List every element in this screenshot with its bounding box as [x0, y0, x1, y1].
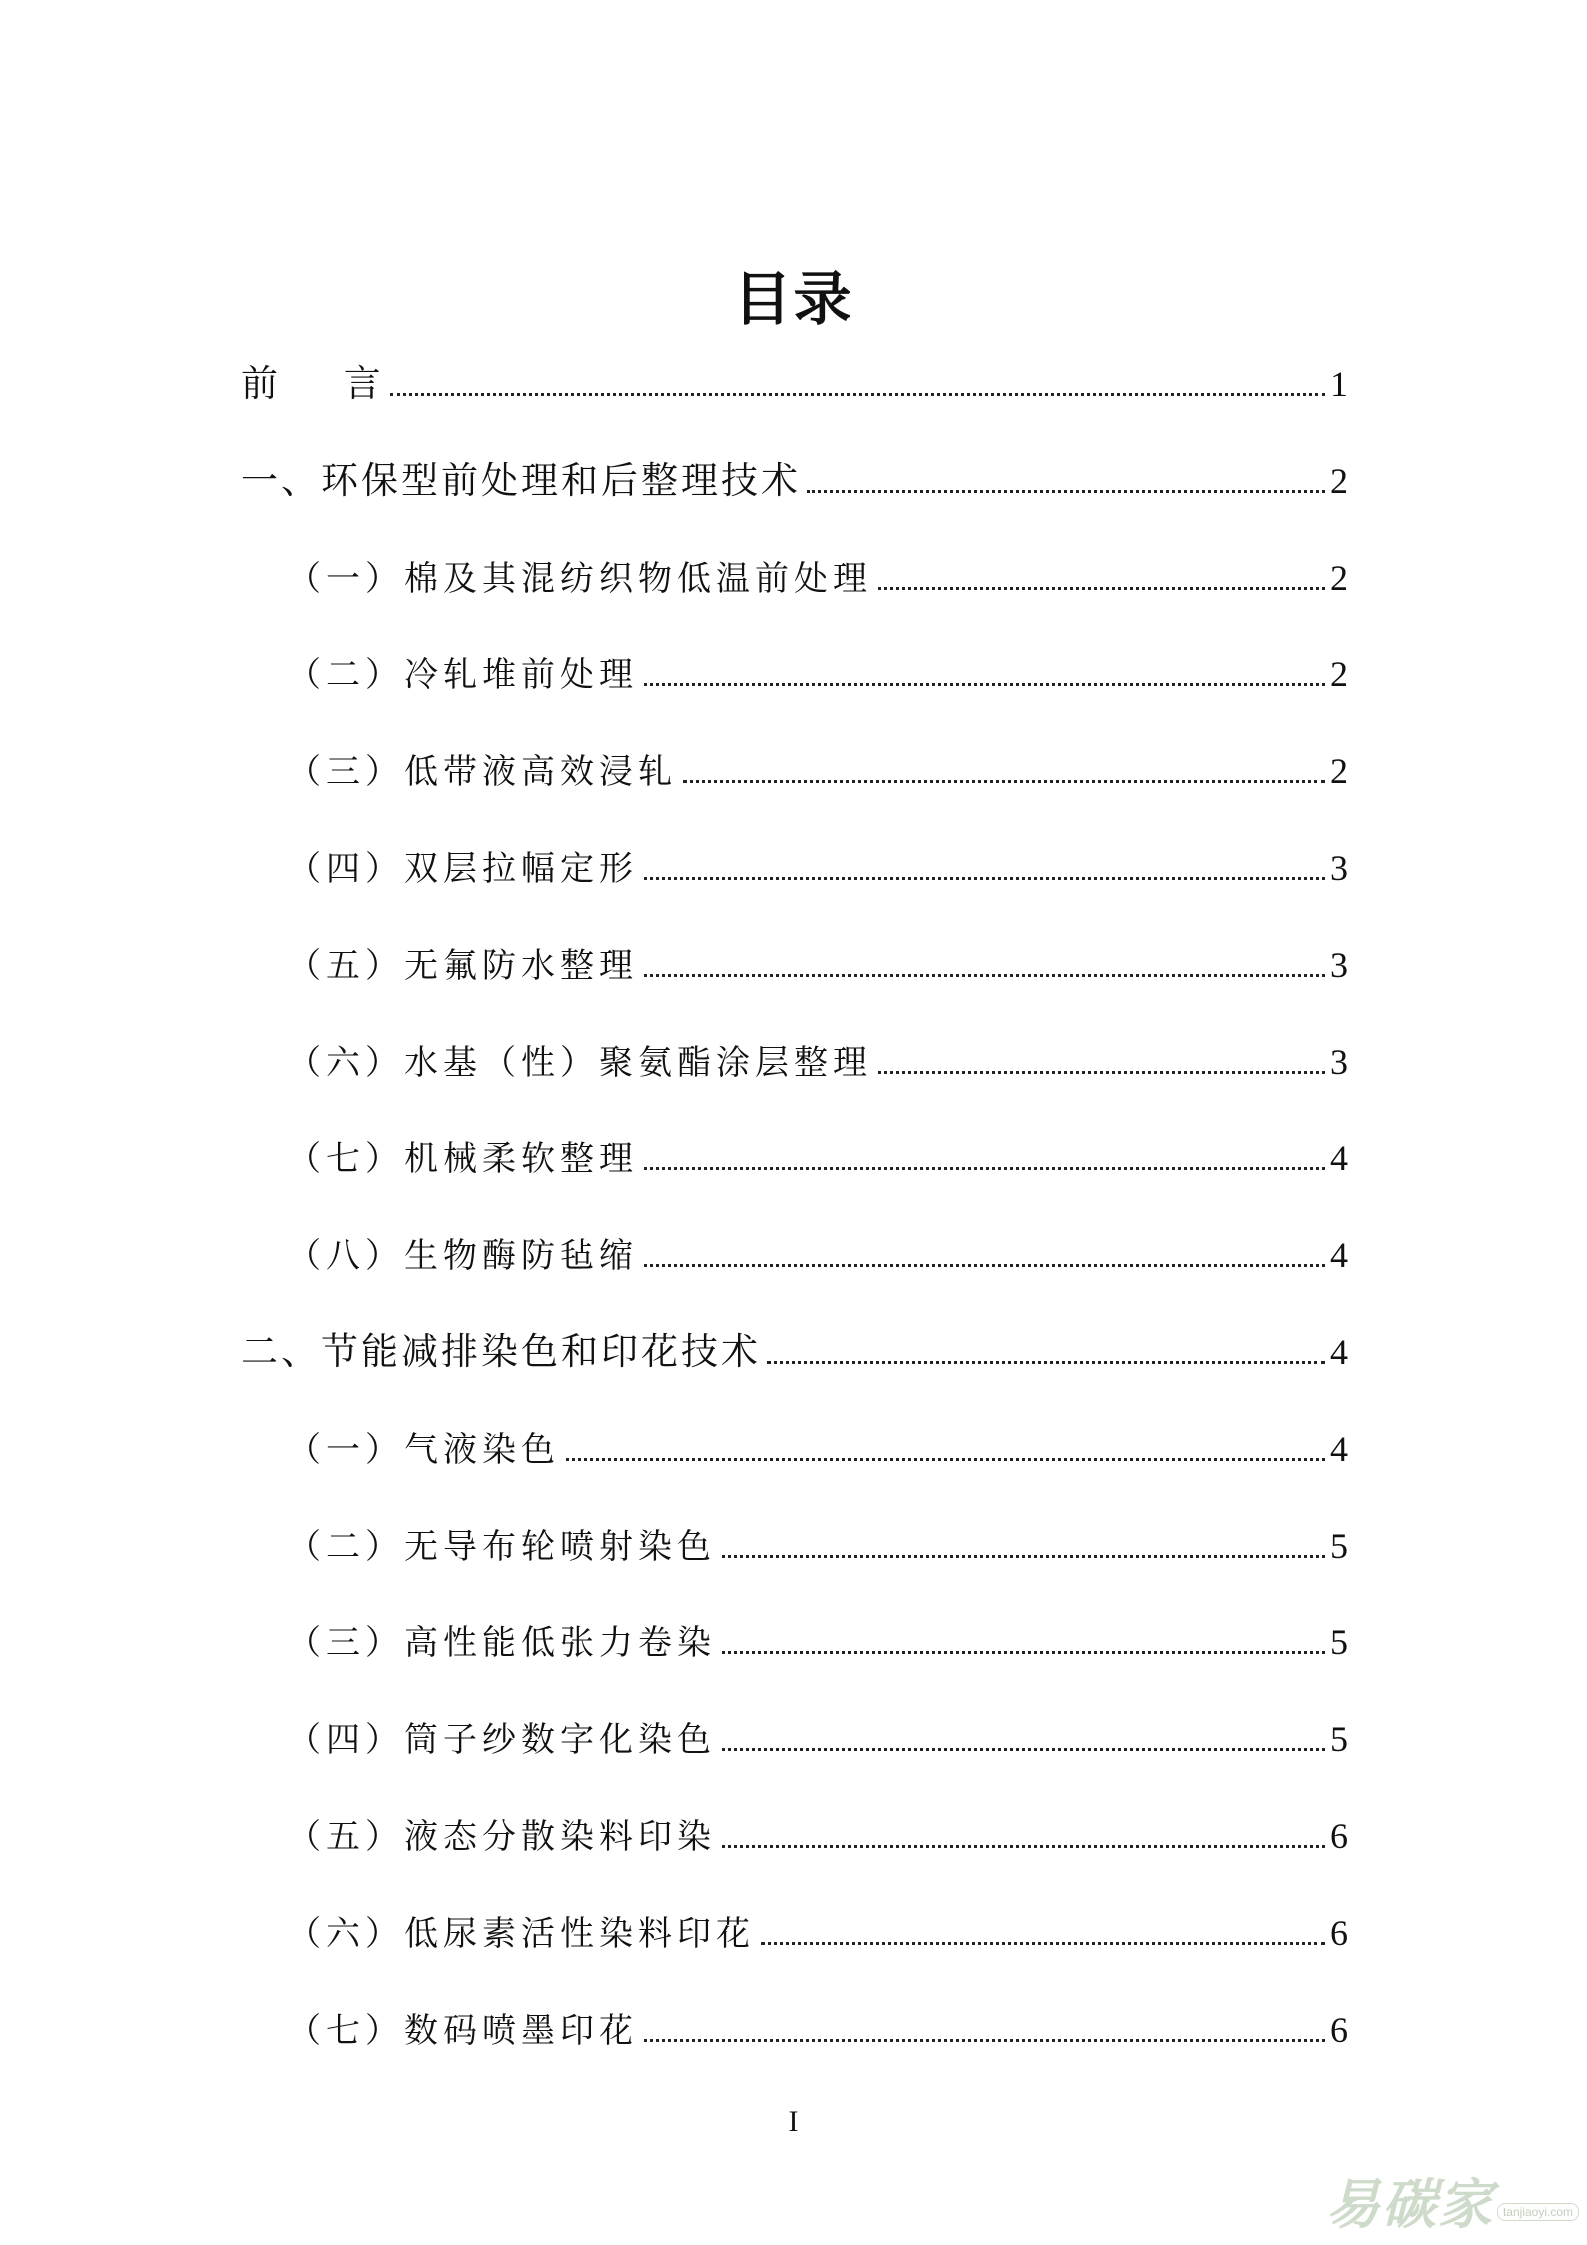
toc-entry-label: （五）无氟防水整理: [287, 945, 638, 986]
toc-entry-section-1-4[interactable]: [241, 820, 1348, 917]
toc-entry-section-2[interactable]: [241, 1304, 1348, 1401]
toc-entry-label: （二）无导布轮喷射染色: [287, 1526, 716, 1567]
toc-entry-label: （一）气液染色: [287, 1429, 560, 1470]
toc-page-number: 3: [1330, 847, 1348, 888]
watermark-domain: tanjiaoyi.com: [1497, 2203, 1579, 2221]
toc-entry-label: （三）低带液高效浸轧: [287, 752, 677, 793]
toc-entry-section-2-7[interactable]: [241, 1982, 1348, 2079]
dot-leader: [878, 587, 1325, 590]
toc-entry-section-1-2[interactable]: [241, 626, 1348, 723]
dot-leader: [683, 780, 1325, 783]
toc-entry-section-1-8[interactable]: [241, 1207, 1348, 1304]
toc-page-number: 6: [1330, 2009, 1348, 2050]
toc-page-number: 6: [1330, 1815, 1348, 1856]
dot-leader: [767, 1361, 1325, 1364]
toc-entry-label: （一）棉及其混纺织物低温前处理: [287, 558, 872, 599]
toc-entry-label: （四）双层拉幅定形: [287, 848, 638, 889]
toc-page-number: 2: [1330, 654, 1348, 695]
watermark-brand: 易碳家: [1325, 2173, 1494, 2236]
dot-leader: [566, 1458, 1325, 1461]
toc-entry-label: （八）生物酶防毡缩: [287, 1236, 638, 1277]
dot-leader: [644, 877, 1325, 880]
toc-entry-label: （四）筒子纱数字化染色: [287, 1720, 716, 1761]
dot-leader: [390, 393, 1325, 396]
toc-entry-label: （五）液态分散染料印染: [287, 1816, 716, 1857]
toc-page-number: 5: [1330, 1525, 1348, 1566]
toc-page-number: 1: [1330, 364, 1348, 404]
toc-entry-section-2-5[interactable]: [241, 1788, 1348, 1885]
toc-page-number: 4: [1330, 1138, 1348, 1179]
toc-entry-section-1-5[interactable]: [241, 917, 1348, 1014]
toc-entry-label: 前 言: [241, 362, 384, 405]
dot-leader: [807, 490, 1325, 493]
dot-leader: [644, 2039, 1325, 2042]
toc-entry-label: （六）低尿素活性染料印花: [287, 1913, 755, 1954]
toc-entry-section-1-7[interactable]: [241, 1110, 1348, 1207]
toc-entry-section-2-1[interactable]: [241, 1401, 1348, 1498]
dot-leader: [644, 1264, 1325, 1267]
toc-entry-label: （七）机械柔软整理: [287, 1139, 638, 1180]
page-title: 目录: [733, 265, 854, 333]
toc-page-number: 6: [1330, 1912, 1348, 1953]
toc-page-number: 2: [1330, 557, 1348, 598]
table-of-contents: [241, 336, 1348, 2078]
toc-entry-label: 一、环保型前处理和后整理技术: [241, 458, 801, 502]
dot-leader: [644, 683, 1325, 686]
toc-page-number: 4: [1330, 1235, 1348, 1276]
toc-entry-section-2-2[interactable]: [241, 1498, 1348, 1595]
page-footer-number: I: [788, 2105, 799, 2138]
toc-entry-section-2-6[interactable]: [241, 1885, 1348, 1982]
toc-entry-section-1-1[interactable]: [241, 530, 1348, 627]
toc-page-number: 2: [1330, 460, 1348, 501]
toc-entry-section-1[interactable]: [241, 433, 1348, 530]
dot-leader: [722, 1555, 1325, 1558]
toc-page-number: 4: [1330, 1331, 1348, 1372]
toc-entry-section-2-3[interactable]: [241, 1594, 1348, 1691]
toc-entry-section-2-4[interactable]: [241, 1691, 1348, 1788]
toc-page-number: 3: [1330, 1041, 1348, 1082]
toc-page-number: 2: [1330, 751, 1348, 792]
toc-entry-preface[interactable]: [241, 336, 1348, 433]
toc-entry-label: （六）水基（性）聚氨酯涂层整理: [287, 1042, 872, 1083]
toc-entry-label: （七）数码喷墨印花: [287, 2010, 638, 2051]
toc-entry-section-1-6[interactable]: [241, 1014, 1348, 1111]
toc-entry-label: （三）高性能低张力卷染: [287, 1623, 716, 1664]
toc-page-number: 5: [1330, 1622, 1348, 1663]
toc-page-number: 3: [1330, 944, 1348, 985]
toc-entry-label: （二）冷轧堆前处理: [287, 655, 638, 696]
dot-leader: [644, 1167, 1325, 1170]
dot-leader: [722, 1651, 1325, 1654]
toc-page-number: 5: [1330, 1719, 1348, 1760]
toc-page-number: 4: [1330, 1428, 1348, 1469]
dot-leader: [761, 1942, 1325, 1945]
dot-leader: [878, 1071, 1325, 1074]
dot-leader: [722, 1748, 1325, 1751]
watermark-logo: [1326, 2173, 1579, 2237]
toc-entry-section-1-3[interactable]: [241, 723, 1348, 820]
dot-leader: [644, 974, 1325, 977]
dot-leader: [722, 1845, 1325, 1848]
toc-entry-label: 二、节能减排染色和印花技术: [241, 1329, 761, 1373]
